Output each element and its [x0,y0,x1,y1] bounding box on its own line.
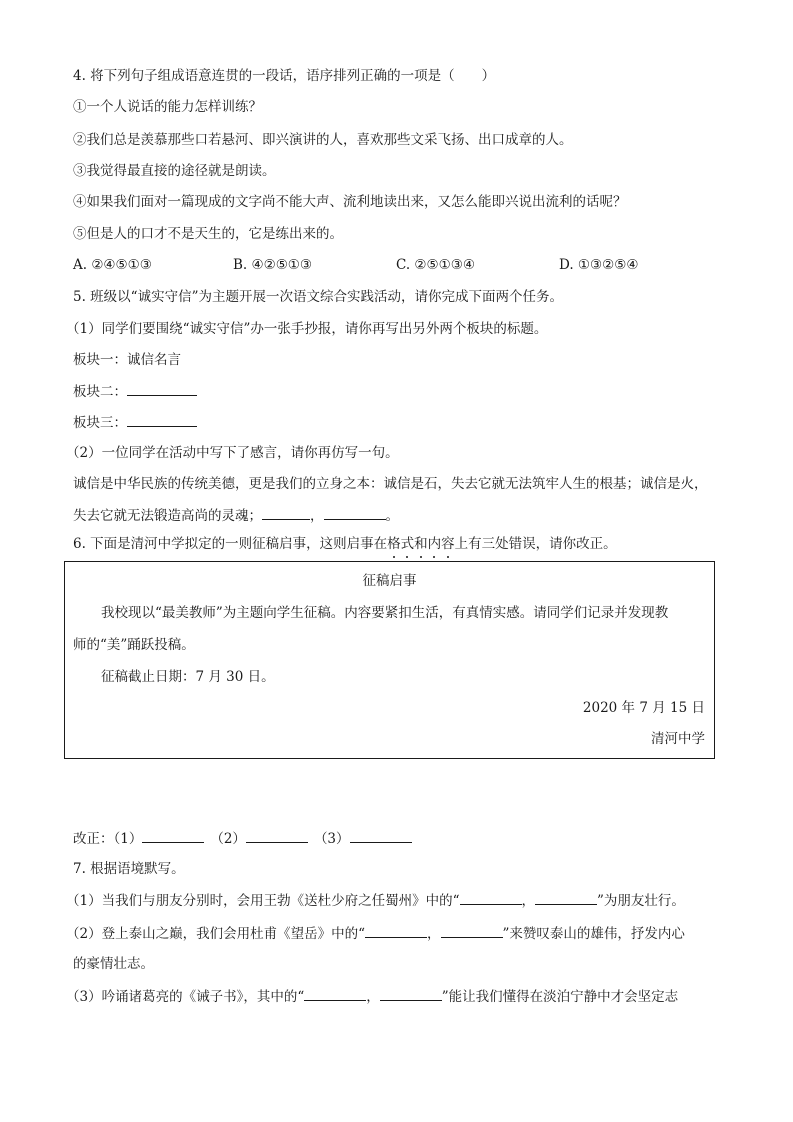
q5-block-2: 板块二： [73,382,197,401]
q4-sentence-3: ③我觉得最直接的途径就是朗读。 [73,163,276,179]
notice-deadline: 征稿截止日期：7 月 30 日。 [101,669,275,685]
block-2-answer-blank[interactable] [127,382,197,396]
emphasis-char: 式 [400,536,415,552]
q4-sentence-1: ①一个人说话的能力怎样训练？ [73,99,262,115]
notice-box [64,561,715,759]
q6-stem: 6. 下面是清河中学拟定的一则征稿启事，这则启事在格式和内容上有三处错误，请你改正。 [73,536,617,552]
correction-blank-1[interactable] [142,829,204,843]
q7-2-blank-b[interactable] [441,924,503,938]
emphasis-char: 格 [387,536,401,552]
notice-signature: 清河中学 [651,731,705,747]
q7-3-blank-b[interactable] [380,987,442,1001]
q4-stem: 4. 将下列句子组成语意连贯的一段话，语序排列正确的一项是（ ） [73,68,496,84]
q7-1-blank-b[interactable] [535,891,597,905]
q5-block-3: 板块三： [73,413,197,432]
q4-option-c: C. ②⑤①③④ [396,257,475,273]
q4-option-d: D. ①③②⑤④ [559,257,639,273]
notice-date: 2020 年 7 月 15 日 [582,700,705,716]
q5-part2: （2）一位同学在活动中写下了感言，请你再仿写一句。 [66,445,399,461]
q5-part2-text-2: 失去它就无法锻造高尚的灵魂； ， 。 [73,508,399,524]
imitation-blank-1[interactable] [262,506,310,520]
q4-option-a: A. ②④⑤①③ [73,257,152,273]
q7-1-blank-a[interactable] [460,891,522,905]
emphasis-char: 和 [414,536,428,552]
q7-item-1: （1）当我们与朋友分别时，会用王勃《送杜少府之任蜀州》中的“ ， ”为朋友壮行。 [66,893,685,909]
imitation-blank-2[interactable] [324,506,386,520]
notice-title: 征稿启事 [362,573,417,589]
emphasis-char: 容 [441,536,455,552]
correction-blank-3[interactable] [350,829,412,843]
q4-sentence-4: ④如果我们面对一篇现成的文字尚不能大声、流利地读出来，又怎么能即兴说出流利的话呢？ [73,194,627,210]
q7-3-blank-a[interactable] [304,987,366,1001]
q5-block-1: 板块一：诚信名言 [73,352,181,368]
q5-stem: 5. 班级以“诚实守信”为主题开展一次语文综合实践活动，请你完成下面两个任务。 [73,289,563,305]
correction-blank-2[interactable] [246,829,308,843]
q5-part2-text-1: 诚信是中华民族的传统美德，更是我们的立身之本：诚信是石，失去它就无法筑牢人生的根基；诚信是火， [73,476,708,492]
q4-sentence-5: ⑤但是人的口才不是天生的，它是练出来的。 [73,226,343,242]
q5-part1: （1）同学们要围绕“诚实守信”办一张手抄报，请你再写出另外两个板块的标题。 [66,321,548,337]
block-3-answer-blank[interactable] [127,413,197,427]
emphasis-char: 内 [427,536,442,552]
q7-2-blank-a[interactable] [365,924,427,938]
q6-correction-line: 改正：（1） （2） （3） [73,829,412,848]
q7-stem: 7. 根据语境默写。 [73,861,185,877]
notice-body-2: 师的“美”踊跃投稿。 [73,637,195,653]
q4-option-b: B. ④②⑤①③ [233,257,313,273]
q7-item-3: （3）吟诵诸葛亮的《诫子书》，其中的“ ， ”能让我们懂得在淡泊宁静中才会坚定志 [66,989,679,1005]
q7-item-2: （2）登上泰山之巅，我们会用杜甫《望岳》中的“ ， ”来赞叹泰山的雄伟，抒发内心 [66,926,685,942]
q4-sentence-2: ②我们总是羡慕那些口若悬河、即兴演讲的人，喜欢那些文采飞扬、出口成章的人。 [73,132,573,148]
notice-body-1: 我校现以“最美教师”为主题向学生征稿。内容要紧扣生活，有真情实感。请同学们记录并发现教 [101,605,669,621]
q7-item-2-cont: 的豪情壮志。 [73,956,154,972]
q6-emphasized-text [387,536,455,552]
